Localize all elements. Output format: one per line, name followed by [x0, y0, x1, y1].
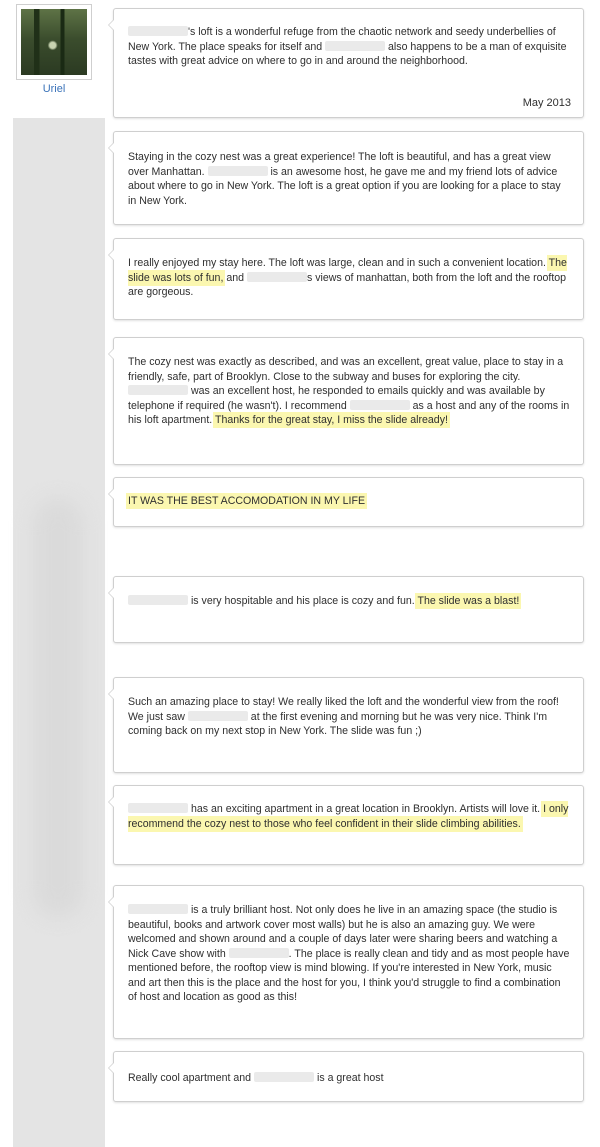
- highlighted-phrase: The slide was lots of fun,: [128, 257, 567, 284]
- review-card: [113, 131, 584, 225]
- review-text: 's loft is a wonderful refuge from the chaotic network and seedy underbellies of New York. The place speaks for itself and also happens to be a man of exquisite tastes with great advice on where to go in and around the neighborhood.: [128, 26, 567, 67]
- review-text: [114, 478, 583, 509]
- review-date: May 2013: [522, 97, 571, 109]
- redacted-host-name: [325, 41, 385, 51]
- highlighted-phrase: The slide was a blast!: [417, 595, 520, 607]
- redacted-host-name: [208, 166, 268, 176]
- review-card: [113, 1051, 584, 1102]
- review-card: [113, 885, 584, 1039]
- reviewer-column: [13, 0, 105, 1147]
- review-card: [113, 576, 584, 643]
- redacted-host-name: [350, 400, 410, 410]
- reviewer-name-link[interactable]: Uriel: [42, 83, 66, 95]
- avatar[interactable]: [16, 4, 92, 80]
- review-card: [113, 677, 584, 773]
- redacted-host-name: [247, 272, 307, 282]
- review-card: [113, 477, 584, 527]
- redacted-host-name: [128, 904, 188, 914]
- highlighted-phrase: Thanks for the great stay, I miss the slide already!: [214, 414, 448, 426]
- highlighted-phrase: I only recommend the cozy nest to those who feel confident in their slide climbing abilities.: [128, 803, 569, 830]
- review-text: Really cool apartment and is a great host: [128, 1072, 384, 1084]
- redacted-host-name: [128, 385, 188, 395]
- redacted-host-name: [128, 26, 188, 36]
- review-text: has an exciting apartment in a great location in Brooklyn. Artists will love it. I only recommend the cozy nest to those who feel confident in their slide climbing abilities.: [128, 803, 569, 830]
- review-text: is very hospitable and his place is cozy and fun. The slide was a blast!: [114, 577, 583, 609]
- redacted-host-name: [188, 711, 248, 721]
- review-text: The cozy nest was exactly as described, and was an excellent, great value, place to stay in a friendly, safe, part of Brooklyn. Close to the subway and buses for exploring the city. was an excellent host, he responded to emails quickly and was available by telephone if required (he wasn't). I recommend as a host and any of the rooms in his loft apartment. Thanks for the great stay, I miss the slide already!: [128, 356, 570, 426]
- review-text: is a truly brilliant host. Not only does he live in an amazing space (the studio is beautiful, books and artwork cover most walls) but he is also an amazing guy. We were welcomed and shown around and a couple of days later were sharing beers and watching a Nick Cave show with . The place is really clean and tidy and as most people have mentioned before, the rooftop view is mind blowing. If you're interested in New York, music and art then this is the place and the host for you, I think you'd struggle to find a combination of host and location as good as this!: [128, 904, 570, 1003]
- redacted-host-name: [128, 595, 188, 605]
- highlighted-phrase: IT WAS THE BEST ACCOMODATION IN MY LIFE: [128, 495, 366, 507]
- review-card: [113, 337, 584, 465]
- redacted-host-name: [254, 1072, 314, 1082]
- review-text: Such an amazing place to stay! We really liked the loft and the wonderful view from the roof! We just saw at the first evening and morning but he was very nice. Think I'm coming back on my next stop in New York. The slide was fun ;): [128, 696, 559, 737]
- review-card: [113, 785, 584, 865]
- review-text: I really enjoyed my stay here. The loft was large, clean and in such a convenient location. The slide was lots of fun, and s views of manhattan, both from the loft and the rooftop are gorgeous.: [128, 257, 567, 298]
- review-card: [113, 8, 584, 118]
- blurred-sidebar: [13, 118, 105, 1147]
- review-card: [113, 238, 584, 320]
- redacted-host-name: [229, 948, 289, 958]
- redacted-host-name: [128, 803, 188, 813]
- review-text: Staying in the cozy nest was a great experience! The loft is beautiful, and has a great view over Manhattan. is an awesome host, he gave me and my friend lots of advice about where to go in New York. The loft is a great option if you are looking for a place to stay in New York.: [128, 151, 561, 207]
- avatar-image: [21, 9, 87, 75]
